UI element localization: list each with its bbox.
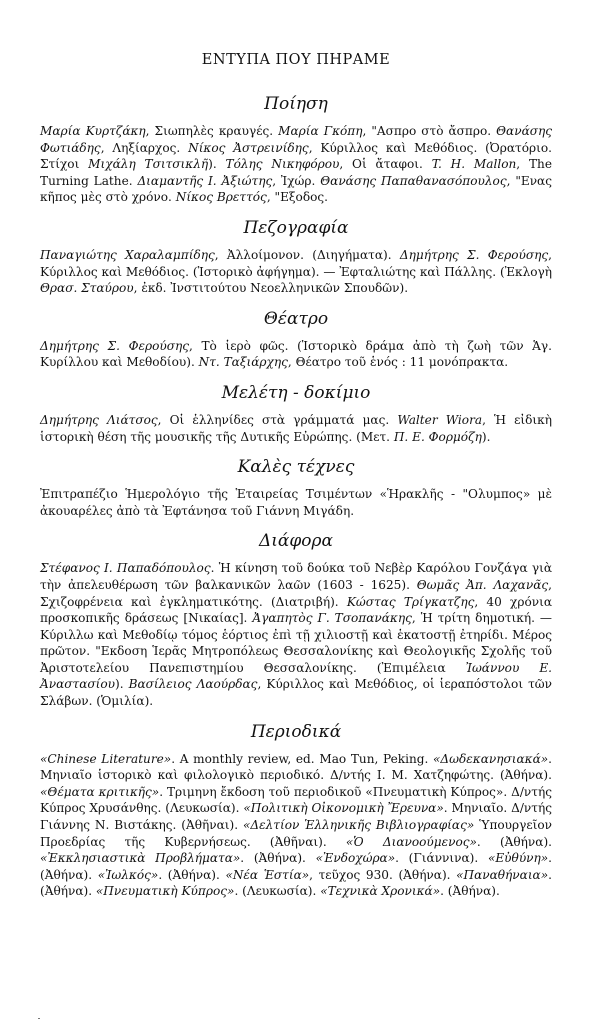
italic-text-segment: «Πνευματικὴ Κύπρος» — [95, 884, 235, 899]
text-segment: Ἐπιτραπέζιο Ἡμερολόγιο τῆς Ἑταιρείας Τσιμέντων «Ἡρακλῆς - "Ολυμπος» μὲ ἀκουαρέλες ἀπὸ τὰ Ἐφτάνησα τοῦ Γιάννη Μιγάδη. — [40, 487, 552, 518]
text-segment: , Κύριλλος καὶ Μεθόδιος. (Ἱστορικὸ ἀφήγημα). — Ἐφταλιώτης καὶ Πάλλης. (Ἐκλογὴ — [40, 247, 552, 279]
section-body — [40, 338, 552, 371]
italic-text-segment: «Ἰωλκός» — [97, 867, 159, 882]
italic-text-segment: Διαμαντῆς Ι. Ἀξιώτης — [137, 173, 273, 188]
text-segment: , Κύριλλος καὶ Μεθόδιος, οἱ ἱεραπόστολοι τῶν Σλάβων. (Ὁμιλία). — [40, 677, 552, 709]
italic-text-segment: «Νέα Ἑστία» — [225, 867, 310, 882]
text-segment: . (Λευκωσία). — [234, 884, 321, 899]
italic-text-segment: Μιχάλη Τσιτσικλῆ — [88, 157, 209, 172]
text-segment: . (Ἀθήνα). — [440, 884, 500, 899]
text-segment: , Ληξίαρχος. — [100, 140, 189, 155]
text-segment: , "Εξοδος. — [266, 190, 329, 205]
section-heading: Μελέτη - δοκίμιο — [221, 382, 371, 403]
italic-text-segment: Παναγιώτης Χαραλαμπίδης — [40, 247, 215, 262]
italic-text-segment: Walter Wiora — [397, 412, 483, 427]
text-segment: ). — [115, 677, 129, 692]
margin-mark — [38, 1018, 40, 1019]
text-segment: , "Ασπρο στὸ ἄσπρο. — [362, 124, 497, 138]
italic-text-segment: Θανάσης Παπαθανασόπουλος — [320, 173, 507, 188]
text-segment: , 40 χρόνια προσκοπικῆς δράσεως [Νικαίας]. — [40, 594, 552, 626]
text-segment: Ὑπουργεῖον Προεδρίας τῆς Κυβερνήσεως. (Ἀθῆναι). — [40, 818, 552, 849]
italic-text-segment: «Ἐκκλησιαστικὰ Προβλήματα» — [40, 851, 241, 866]
italic-text-segment: Κώστας Τρίγκατζης — [346, 594, 475, 609]
text-segment: , Τὸ ἱερὸ φῶς. (Ἱστορικὸ δράμα ἀπὸ τὴ ζωὴ τῶν Ἁγ. Κυρίλλου καὶ Μεθοδίου). — [40, 338, 552, 370]
italic-text-segment: «Ὁ Διανοούμενος» — [345, 834, 477, 849]
section-heading: Διάφορα — [258, 531, 334, 552]
text-segment: , τεῦχος 930. (Ἀθήνα). — [309, 867, 457, 882]
italic-text-segment: «Chinese Literature» — [40, 751, 172, 766]
italic-text-segment: Ντ. Ταξιάρχης — [198, 355, 288, 370]
italic-text-segment: Δημήτρης Λιάτσος — [40, 412, 158, 427]
italic-text-segment: Στέφανος Ι. Παπαδόπουλος — [40, 561, 211, 576]
section-body — [40, 560, 552, 709]
text-segment: . (Ἀθήνα). — [240, 851, 316, 866]
text-segment: , Ἡ τρίτη δημοτική. — Κύριλλω καὶ Μεθοδίῳ τόμος ἑόρτιος ἐπὶ τῇ χιλιοστῇ καὶ ἑκατοστῇ ἐτηρίδι. Μέρος πρῶτον. "Εκδοση Ἱερᾶς Μητροπόλεως Θεσσαλονίκης καὶ Θεολογικῆς Σχολῆς τοῦ Ἀριστοτελείου Πανεπιστημίου Θεσσαλονίκης. (Ἐπιμέλεια — [40, 611, 552, 675]
italic-text-segment: «Τεχνικὰ Χρονικά» — [320, 884, 441, 899]
italic-text-segment: «Εὐθύνη» — [487, 851, 549, 866]
section-body — [40, 412, 552, 445]
italic-text-segment: Νίκος Ἀστρεινίδης — [188, 140, 309, 155]
text-segment: . Τριμηνη ἔκδοση τοῦ περιοδικοῦ «Πνευματικὴ Κύπρος». Δ/ντής Κύπρος Χρυσάνθης. (Λευκωσία). — [40, 784, 552, 816]
text-segment: , "Ενας κῆπος μὲς στὸ χρόνο. — [40, 173, 552, 205]
italic-text-segment: «Θέματα κριτικῆς» — [40, 784, 160, 799]
italic-text-segment: Μαρία Γκόπη — [278, 124, 363, 138]
text-segment: , Θέατρο τοῦ ἑνός : 11 μονόπρακτα. — [287, 355, 509, 370]
section-heading: Πεζογραφία — [243, 217, 349, 238]
italic-text-segment: «Παναθήναια» — [456, 867, 549, 882]
text-segment: . Ἡ κίνηση τοῦ δούκα τοῦ Νεβὲρ Καρόλου Γονζάγα γιὰ τὴν ἀπελευθέρωση τῶν βαλκανικῶν λαῶν (1603 - 1625). — [40, 561, 552, 592]
text-segment: , Ἡ εἰδικὴ ἱστορικὴ θέση τῆς μουσικῆς τῆς Δυτικῆς Εὐρώπης. (Μετ. — [40, 412, 552, 444]
text-segment: ). — [208, 157, 226, 172]
section-body — [40, 123, 552, 206]
italic-text-segment: «Πολιτικὴ Οἰκονομικὴ Ἔρευνα» — [243, 801, 444, 816]
text-segment: , Σχιζοφρένεια καὶ ἐγκληματικότης. (Διατριβή). — [40, 577, 553, 609]
text-segment: . Μηνιαῖο ἱστορικὸ καὶ φιλολογικὸ περιοδικό. Δ/ντής Ι. Μ. Χατζηφώτης. (Ἀθήνα). — [40, 751, 552, 783]
italic-text-segment: Θανάσης Φωτιάδης — [40, 124, 553, 155]
italic-text-segment: Δημήτρης Σ. Φερούσης — [399, 247, 549, 262]
italic-text-segment: Βασίλειος Λαούρδας — [128, 677, 258, 692]
italic-text-segment: «Δωδεκανησιακά» — [433, 751, 549, 766]
section-body — [40, 486, 552, 519]
text-segment: ). — [481, 429, 491, 444]
italic-text-segment: Π. Ε. Φορμόζη — [393, 429, 482, 444]
text-segment: , Κύριλλος καὶ Μεθόδιος. (Ὀρατόριο. Στίχοι — [40, 140, 552, 172]
text-segment: . (Ἀθήνα). — [40, 851, 553, 882]
italic-text-segment: Τόλης Νικηφόρου — [225, 157, 340, 172]
italic-text-segment: «Ἐνδοχώρα» — [315, 851, 396, 866]
text-segment: , Ἀλλοίμονον. (Διηγήματα). — [214, 247, 400, 262]
section-body — [40, 751, 552, 900]
section-heading: Περιοδικά — [250, 721, 342, 742]
text-segment: , Οἱ ἄταφοι. — [339, 157, 432, 172]
text-segment: , Σιωπηλὲς κραυγές. — [145, 124, 279, 138]
italic-text-segment: Θωμᾶς Ἀπ. Λαχανᾶς — [416, 577, 549, 592]
text-segment: . Μηνιαῖο. Δ/ντής Γιάννης Ν. Βιστάκης. (Ἀθῆναι). — [40, 801, 552, 833]
italic-text-segment: Ἰωάννου Ε. Ἀναστασίου — [40, 660, 553, 692]
italic-text-segment: Μαρία Κυρτζάκη — [40, 124, 146, 138]
section-body — [40, 247, 552, 297]
text-segment: . A monthly review, ed. Mao Tun, Peking. — [171, 751, 434, 766]
section-heading: Ποίηση — [264, 94, 328, 114]
section-heading: Καλὲς τέχνες — [237, 457, 355, 478]
page-title: ΕΝΤΥΠΑ ΠΟΥ ΠΗΡΑΜΕ — [201, 52, 391, 68]
sections-container — [40, 94, 552, 900]
text-segment: . (Γιάννινα). — [395, 851, 488, 866]
italic-text-segment: «Δελτίον Ἑλληνικῆς Βιβλιογραφίας» — [242, 818, 475, 833]
italic-text-segment: T. H. Mallon — [431, 157, 517, 172]
text-segment: , ἐκδ. Ἰνστιτούτου Νεοελληνικῶν Σπουδῶν). — [133, 281, 409, 296]
text-segment: . (Ἀθήνα). — [158, 867, 226, 882]
italic-text-segment: Θρασ. Σταύρου — [40, 281, 134, 296]
italic-text-segment: Νίκος Βρεττός — [175, 190, 267, 205]
text-segment: , The Turning Lathe. — [40, 157, 552, 188]
italic-text-segment: Ἀγαπητὸς Γ. Τσοπανάκης — [252, 611, 412, 626]
italic-text-segment: Δημήτρης Σ. Φερούσης — [40, 338, 189, 353]
text-segment: , Οἱ ἑλληνίδες στὰ γράμματά μας. — [157, 412, 398, 427]
text-segment: . (Ἀθήνα). — [40, 867, 552, 899]
text-segment: . (Ἀθήνα). — [476, 834, 553, 849]
text-segment: , Ἰχώρ. — [272, 173, 321, 188]
section-heading: Θέατρο — [263, 308, 329, 329]
